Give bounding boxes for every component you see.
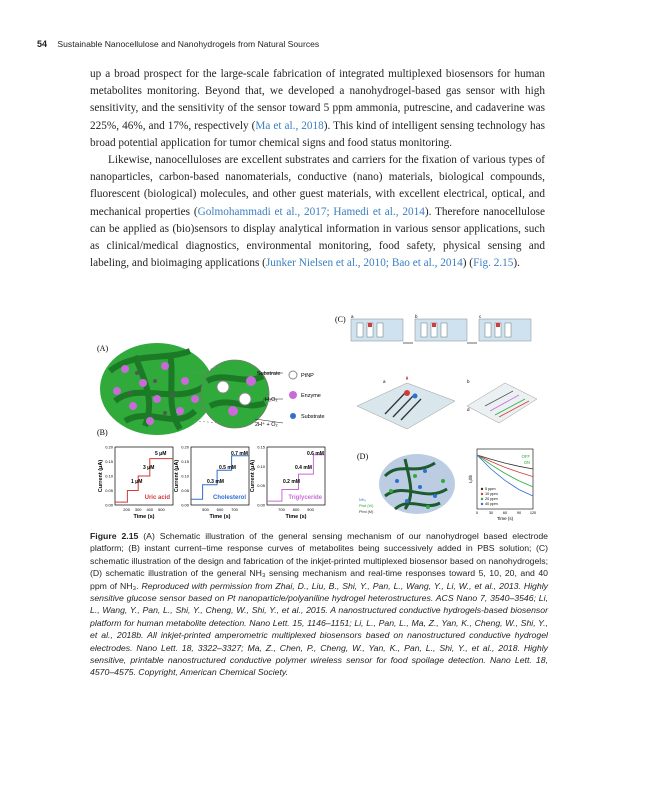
substrate-arrow-label: Substrate [257, 371, 281, 377]
chart-title: Cholesterol [212, 495, 246, 501]
running-title: Sustainable Nanocellulose and Nanohydrogels from Natural Sources [57, 39, 320, 49]
y-tick-label: 0.00 [181, 502, 189, 508]
panel-b-label: (B) [97, 428, 108, 437]
y-tick-label: 0.05 [105, 488, 113, 493]
x-axis-label: Time (s) [209, 514, 231, 520]
c-small-d: d [467, 407, 470, 412]
chart-1 [98, 445, 173, 521]
nh3-response-chart [468, 449, 536, 521]
step-annotation: 0.2 mM [283, 479, 300, 485]
page-number: 54 [37, 39, 48, 49]
y-tick-label: 0.20 [181, 444, 189, 450]
running-head [37, 39, 597, 49]
x-tick-label: 700 [231, 507, 238, 512]
enzyme-label: Enzyme [301, 393, 321, 399]
chart-2 [174, 445, 249, 521]
step-annotation: 3 μM [143, 465, 155, 471]
panel-b-plots [98, 445, 325, 521]
x-tick-label: 200 [123, 507, 130, 512]
y-tick-label: 0.10 [105, 473, 113, 479]
y-tick-label: 0.05 [257, 483, 265, 489]
y-axis-label: Current (μA) [174, 459, 180, 493]
citation-link[interactable]: Golmohammadi et al., 2017; Hamedi et al., 2014 [197, 205, 425, 218]
state-label: ON [523, 460, 530, 465]
y-tick-label: 0.05 [181, 488, 189, 493]
figure-graphic [95, 311, 540, 524]
y-tick-label: 0.10 [257, 463, 265, 469]
x-tick-label: 400 [146, 507, 154, 512]
legend-marker [481, 498, 483, 500]
x-tick-label: 0 [475, 511, 479, 515]
caption-text: (A) Schematic illustration of the general sensing mechanism of our nanohydrogel based electrode platform; (B) instant current–time response curves of metabolites being successively added in PBS solution; (C) schematic illustration of the design and fabrication of the inkjet-printed multiplexed biosensor based on nanohydrogels; (D) schematic illustration of the general NH₃ sensing mechanism and real-time responses toward 5, 10, 20, and 40 ppm of NH₃. [90, 531, 548, 591]
substrate-marker [290, 413, 296, 419]
y-axis-label: I₀/Ib [468, 474, 473, 484]
paragraph-1: up a broad prospect for the large-scale fabrication of integrated multiplexed biosensors for human metabolites monitoring. Beyond that, we developed a nanohydrogel-based gas sensor with high sensitivity, and the sensitivity of the sensor toward 5 ppm ammonia, putrescine, and cadaverine was 225%, 46%, and 17%, respectively (Ma et al., 2018). This kind of intelligent sensing technology has broad potential application for tumor chemical signs and food status monitoring. [90, 68, 546, 149]
c-step-b: b [415, 314, 418, 319]
caption-label: Figure 2.15 [90, 531, 139, 541]
y-axis-label: Current (μA) [98, 459, 104, 493]
legend-marker [481, 503, 483, 505]
ptnp-marker [289, 371, 297, 379]
chart-3 [250, 445, 325, 521]
step-annotation: 0.3 mM [207, 479, 224, 485]
panel-a-label: (A) [97, 344, 109, 353]
c-small-a: a [383, 379, 386, 384]
step-annotation: 1 μM [131, 479, 143, 485]
nh3-network [379, 454, 455, 514]
panel-d-label: (D) [357, 452, 369, 461]
y-axis-label: Current (μA) [250, 459, 256, 493]
y-tick-label: 0.15 [105, 459, 113, 464]
legend-marker [481, 493, 483, 495]
x-tick-label: 90 [516, 511, 522, 515]
ptmi-label: Ptmi (M) [359, 510, 374, 514]
legend-label: 40 ppm [485, 502, 498, 506]
proton-label: 2H⁺ + O₂ [255, 422, 278, 428]
step-annotation: 0.6 mM [307, 451, 324, 457]
x-tick-label: 120 [529, 511, 537, 515]
legend-label: 10 ppm [485, 492, 498, 496]
x-axis-label: Time (s) [285, 514, 307, 520]
step-annotation: 5 μM [155, 451, 167, 457]
y-tick-label: 0.15 [257, 444, 265, 450]
step-annotation: 0.7 mM [231, 451, 248, 457]
y-tick-label: 0.00 [257, 502, 265, 508]
x-axis-label: Time (s) [496, 516, 514, 521]
step-annotation: 0.5 mM [219, 465, 236, 471]
c-small-b: b [467, 379, 470, 384]
figure-link[interactable]: Fig. 2.15 [473, 257, 514, 270]
c-step-a: a [351, 314, 354, 319]
sensor-strips [351, 319, 531, 343]
legend-marker [481, 488, 483, 490]
ptnp-label: PtNP [301, 373, 314, 379]
x-tick-label: 500 [158, 507, 165, 512]
y-tick-label: 0.00 [105, 502, 113, 508]
chart-title: Triglyceride [288, 495, 322, 501]
panel-c-label: (C) [335, 315, 346, 324]
c-step-c: c [479, 314, 482, 319]
ptwp-label: Ptwl (W) [359, 504, 374, 508]
citation-link[interactable]: Junker Nielsen et al., 2010; Bao et al., 2014 [265, 257, 463, 270]
substrate-label: Substrate [301, 414, 325, 420]
y-tick-label: 0.15 [181, 459, 189, 464]
caption-credit: Reproduced with permission from Zhai, D., Liu, B., Shi, Y., Pan, L., Wang, Y., Li, W., et al., 2013. Highly sensitive glucose sensor based on Pt nanoparticle/polyaniline hydrogel heterostructures. ACS Nano 7, 3540–3546; Li, L., Wang, Y., Pan, L., Shi, Y., Cheng, W., Shi, Y., et al., 2015. A nanostructured conductive hydrogels-based biosensor platform for human metabolite detection. Nano Lett. 15, 1146–1151; Li, L., Pan, L., Ma, Z., Yan, K., Cheng, W., Shi, Y., et al., 2018b. All inkjet-printed amperometric multiplexed biosensors based on nanostructured conductive hydrogel electrodes. Nano Lett. 18, 3322–3327; Ma, Z., Chen, P., Cheng, W., Yan, K., Pan, L., Shi, Y., et al., 2018. Highly sensitive, printable nanostructured conductive polymer wireless sensor for food spoilage detection. Nano Lett. 18, 4570–4575. Copyright, American Chemical Society. [90, 580, 548, 678]
x-axis-label: Time (s) [133, 514, 155, 520]
y-tick-label: 0.20 [105, 444, 113, 450]
x-tick-label: 600 [216, 507, 224, 512]
body-text [90, 66, 545, 272]
state-label: OFF [521, 454, 530, 459]
paragraph-2: Likewise, nanocelluloses are excellent substrates and carriers for the fixation of various types of nanoparticles, carbon-based nanomaterials, conductive (nano) materials, biological compounds, fluorescent (biological) molecules, and other guest materials, with excellent electrical, optical, and mechanical properties (Golmohammadi et al., 2017; Hamedi et al., 2014). Therefore nanocellulose can be applied as (bio)sensors to display analytical information in various sensor applications, such as clinical/medical diagnostics, environmental monitoring, food safety, physical sensing and labeling, and bioimaging applications (Junker Nielsen et al., 2010; Bao et al., 2014) (Fig. 2.15). [90, 154, 545, 270]
step-annotation: 0.4 mM [295, 465, 312, 471]
x-tick-label: 500 [202, 507, 209, 512]
chart-title: Uric acid [144, 495, 170, 501]
y-tick-label: 0.10 [181, 473, 189, 479]
x-tick-label: 30 [488, 511, 494, 515]
x-tick-label: 800 [292, 507, 300, 512]
legend-label: 20 ppm [485, 497, 498, 501]
legend-a [289, 371, 325, 420]
nh3-label: NH₃ [359, 498, 367, 502]
legend-label: 5 ppm [485, 487, 496, 491]
citation-link[interactable]: Ma et al., 2018 [255, 119, 324, 132]
x-tick-label: 900 [307, 507, 314, 512]
x-tick-label: 60 [502, 511, 508, 515]
x-tick-label: 700 [278, 507, 285, 512]
enzyme-marker [289, 391, 297, 399]
x-tick-label: 300 [134, 507, 142, 512]
figure-caption [90, 530, 548, 679]
figure-2-15 [95, 311, 540, 524]
h2o2-label: H₂O₂ [265, 397, 278, 403]
